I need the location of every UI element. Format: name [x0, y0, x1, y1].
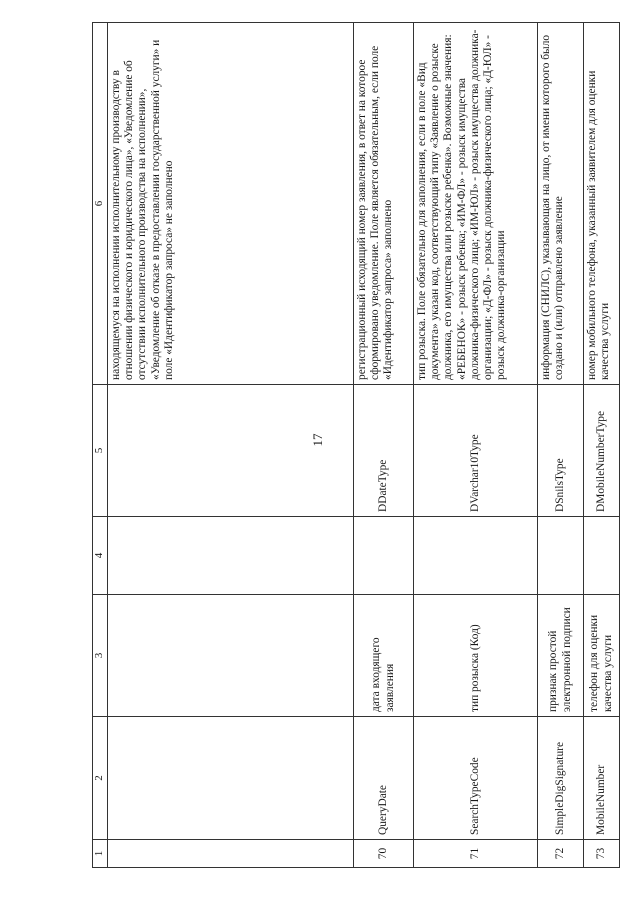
table-row [354, 23, 414, 868]
field-code: MobileNumber [584, 717, 620, 840]
table-cell [108, 385, 354, 517]
field-code: SimpleDigSignature [538, 717, 584, 840]
column-header: 6 [93, 23, 108, 385]
field-description: номер мобильного телефона, указанный заявителем для оценки качества услуги [584, 23, 620, 385]
table-cell [108, 840, 354, 868]
field-col4 [538, 517, 584, 595]
field-type: DVarchar10Type [414, 385, 538, 517]
field-code: SearchTypeCode [414, 717, 538, 840]
field-code: QueryDate [354, 717, 414, 840]
column-header: 3 [93, 595, 108, 717]
field-name: дата входящего заявления [354, 595, 414, 717]
field-type: DDateType [354, 385, 414, 517]
table-cell [108, 717, 354, 840]
field-description: регистрационный исходящий номер заявления, в ответ на которое сформировано уведомление. Поле является обязательным, если поле «Идентификатор запроса» заполнено [354, 23, 414, 385]
field-name: тип розыска (Код) [414, 595, 538, 717]
fields-table [92, 22, 620, 868]
row-number: 73 [584, 840, 620, 868]
column-header: 1 [93, 840, 108, 868]
column-header: 4 [93, 517, 108, 595]
field-name: признак простой электронной подписи [538, 595, 584, 717]
table-cell [108, 517, 354, 595]
column-header: 2 [93, 717, 108, 840]
row-number: 72 [538, 840, 584, 868]
field-name: телефон для оценки качества услуги [584, 595, 620, 717]
field-description: тип розыска. Поле обязательно для заполнения, если в поле «Вид документа» указан код, соответствующий типу «Заявление о розыске должника, его имущества или розыске ребенка». Возможные значения: «РЕБЕНОК» - розыск ребенка; «ИМ-ФЛ» - розыск имущества должника-физического лица; «ИМ-ЮЛ» - розыск имущества должника-организации; «Д-ФЛ» - розыск должника-физического лица; «Д-ЮЛ» - розыск должника-организации [414, 23, 538, 385]
field-col4 [354, 517, 414, 595]
column-header: 5 [93, 385, 108, 517]
page-number: 17 [310, 433, 325, 447]
continuation-row [108, 23, 354, 868]
field-type: DMobileNumberType [584, 385, 620, 517]
table-row [538, 23, 584, 868]
field-col4 [414, 517, 538, 595]
field-type: DSnilsType [538, 385, 584, 517]
table-row [584, 23, 620, 868]
row-number: 71 [414, 840, 538, 868]
rotated-table-container [92, 23, 614, 868]
field-description: информация (СНИЛС), указывающая на лицо, от имени которого было создано и (или) отправлено заявление [538, 23, 584, 385]
table-cell [108, 595, 354, 717]
table-header-row [93, 23, 108, 868]
table-row [414, 23, 538, 868]
row-number: 70 [354, 840, 414, 868]
continuation-description: находящемуся на исполнении исполнительному производству в отношении физического и юридического лица», «Уведомление об отсутствии исполнительного производства на исполнении», «Уведомление об отказе в предоставлении государственной услуги» и поле «Идентификатор запроса» не заполнено [108, 23, 354, 385]
field-col4 [584, 517, 620, 595]
